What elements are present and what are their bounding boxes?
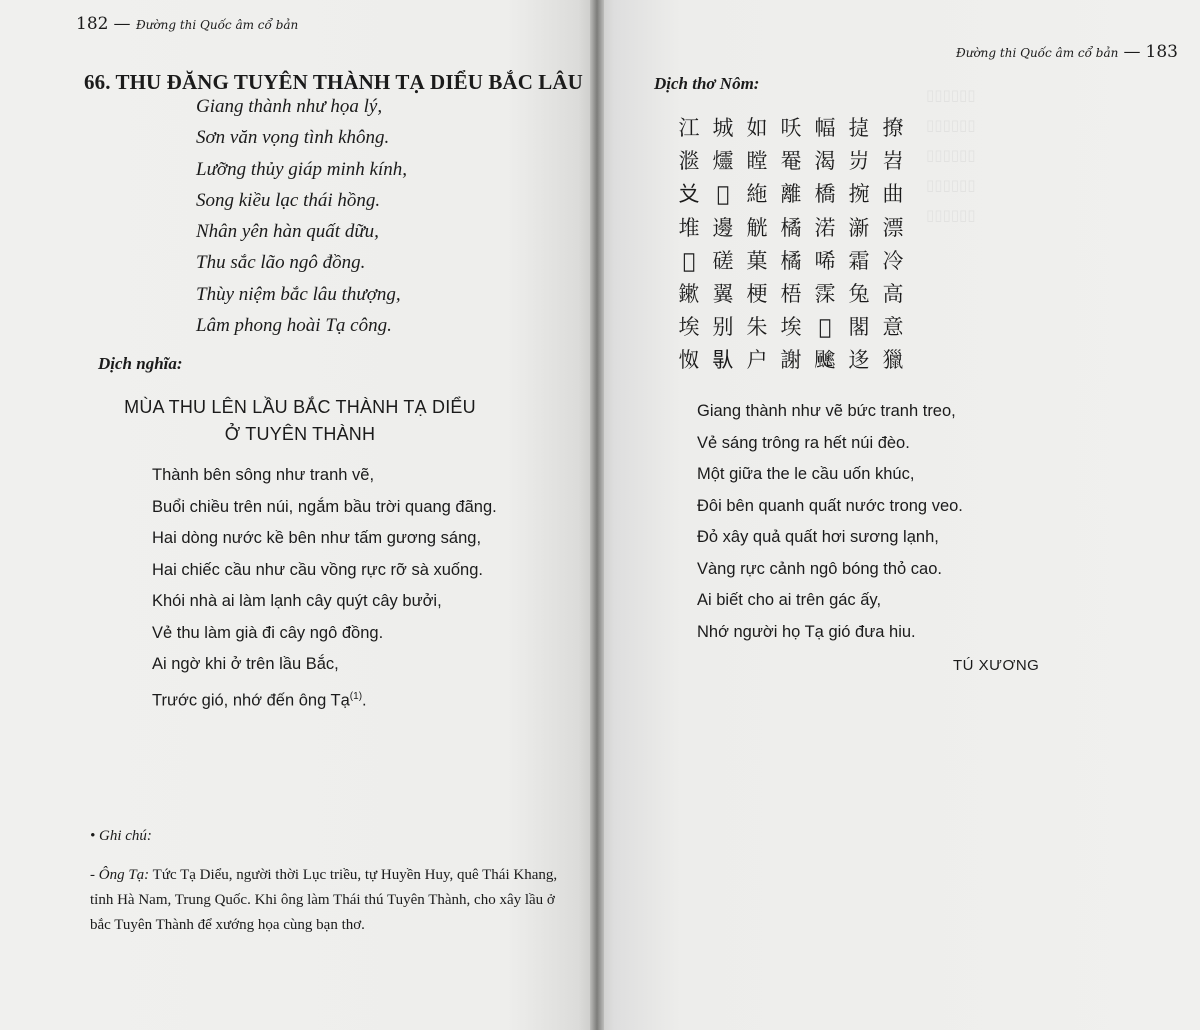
nom-char: 𧯣: [682, 248, 696, 273]
nom-char: 鏉: [678, 281, 700, 306]
nom-char: 𩙍: [814, 348, 836, 373]
original-poem-line: Lâm phong hoài Tạ công.: [196, 315, 392, 337]
show-through-texture: ▯▯▯▯▯▯ ▯▯▯▯▯▯ ▯▯▯▯▯▯ ▯▯▯▯▯▯ ▯▯▯▯▯▯: [926, 86, 976, 224]
nom-char: 霜: [848, 248, 870, 273]
nom-char: 捥: [848, 182, 870, 207]
nom-char: 岃: [848, 149, 870, 174]
translation-line: Buổi chiều trên núi, ngắm bầu trời quang đãng.: [152, 497, 497, 516]
nom-char: 埃: [678, 315, 700, 340]
poem-title: 66. THU ĐĂNG TUYÊN THÀNH TẠ DIỂU BẮC LÂU: [84, 70, 583, 94]
note-term: - Ông Tạ:: [90, 867, 150, 883]
nom-char: 高: [882, 281, 904, 306]
nom-char: 橘: [780, 215, 802, 240]
translation-line: Hai dòng nước kề bên như tấm gương sáng,: [152, 529, 482, 547]
nom-char: 翼: [712, 281, 734, 306]
nom-char: 𦰟: [716, 182, 730, 207]
translation-last-line: [152, 681, 497, 713]
nom-char: 兔: [848, 281, 870, 306]
nom-char: 磋: [712, 248, 734, 273]
nom-char: 離: [780, 182, 802, 207]
nom-char: 謝: [780, 348, 802, 373]
right-page-number: 183: [1145, 42, 1178, 62]
nom-char: 渃: [814, 215, 836, 240]
nom-char: 撩: [882, 116, 904, 140]
nom-char: 獵: [882, 348, 904, 373]
nom-char: 𠬠: [678, 182, 700, 207]
nom-char: 絁: [746, 182, 768, 207]
nom-char: 澵: [848, 215, 870, 240]
right-page-header: Đường thi Quốc âm cổ bản — 183: [956, 42, 1178, 62]
nom-poem-line: Vẻ sáng trông ra hết núi đèo.: [697, 433, 910, 452]
nom-char: 觥: [746, 215, 768, 240]
nom-char: 𠊛: [712, 348, 734, 373]
author-name: TÚ XƯƠNG: [953, 657, 1040, 674]
translation-line: Hai chiếc cầu như cầu vồng rực rỡ sà xuống.: [152, 560, 483, 579]
original-poem: [196, 91, 407, 341]
nom-poem-line: Đôi bên quanh quất nước trong veo.: [697, 496, 963, 515]
nom-char: 梗: [746, 281, 768, 306]
nom-char: 閣: [848, 315, 870, 340]
nom-char: 别: [712, 315, 734, 340]
nom-char: 梧: [780, 281, 802, 306]
note-label: • Ghi chú:: [90, 828, 152, 844]
nom-char: 渴: [814, 149, 836, 174]
left-running-head: Đường thi Quốc âm cổ bản: [135, 18, 299, 32]
nom-char: 瞠: [746, 149, 768, 174]
nom-poem-line: Vàng rực cảnh ngô bóng thỏ cao.: [697, 559, 942, 578]
original-poem-line: Thùy niệm bắc lâu thượng,: [196, 283, 401, 305]
right-page: [596, 0, 1200, 1030]
note-body: Tức Tạ Diểu, người thời Lục triều, tự Huyền Huy, quê Thái Khang, tỉnh Hà Nam, Trung Quốc. Khi ông làm Thái thú Tuyên Thành, cho xây lầu ở bắc Tuyên Thành để xướng họa cùng bạn thơ.: [90, 867, 558, 933]
nom-char: 漂: [882, 215, 904, 240]
nom-char: 唏: [814, 248, 836, 273]
nom-poem-line: Một giữa the le cầu uốn khúc,: [697, 465, 915, 483]
nom-char: 城: [712, 116, 734, 140]
nom-char: 岧: [882, 149, 904, 174]
nom-char: 㴴: [678, 149, 700, 174]
nom-char: 幅: [814, 116, 836, 140]
nom-poem-line: Đỏ xây quả quất hơi sương lạnh,: [697, 528, 939, 546]
nom-char: 爧: [712, 149, 734, 174]
original-poem-line: Nhân yên hàn quất dữu,: [196, 221, 379, 243]
nom-char: 意: [882, 315, 904, 340]
book-gutter: [590, 0, 604, 1030]
nom-char: 㨗: [848, 116, 870, 140]
original-poem-line: Song kiều lạc thái hồng.: [196, 189, 381, 211]
final-period: .: [362, 691, 367, 709]
left-page-header: 182 — Đường thi Quốc âm cổ bản: [76, 14, 299, 34]
nom-char: 江: [678, 116, 700, 140]
nom-char: 橋: [814, 182, 836, 207]
original-poem-line: Giang thành như họa lý,: [196, 96, 383, 117]
nom-poem-line: Nhớ người họ Tạ gió đưa hiu.: [697, 622, 916, 641]
nom-char: 堆: [678, 215, 700, 240]
note-text: [90, 863, 570, 938]
nom-char: 怓: [678, 348, 700, 373]
left-page: [0, 0, 596, 1030]
nom-char: 埃: [780, 315, 802, 340]
translation-poem: [152, 460, 497, 712]
original-poem-line: Lưỡng thủy giáp minh kính,: [196, 158, 408, 180]
original-poem-line: Sơn văn vọng tình không.: [196, 127, 390, 149]
nom-char: 迻: [848, 348, 870, 373]
translation-title-line2: Ở TUYÊN THÀNH: [224, 424, 376, 444]
nom-char: 户: [746, 348, 768, 373]
nom-label: Dịch thơ Nôm:: [654, 74, 760, 93]
translation-line: Vẻ thu làm già đi cây ngô đồng.: [152, 623, 384, 642]
nom-char: 曲: [882, 182, 904, 207]
nom-poem-line: Giang thành như vẽ bức tranh treo,: [697, 402, 956, 420]
nom-char: 朱: [746, 315, 768, 340]
translation-title-line1: MÙA THU LÊN LẦU BẮC THÀNH TẠ DIỂU: [124, 397, 476, 417]
right-running-head: Đường thi Quốc âm cổ bản: [956, 46, 1119, 60]
left-page-number: 182: [76, 14, 109, 34]
nom-char: 菓: [746, 248, 768, 273]
nom-char: 冷: [882, 248, 904, 273]
translation-line: Trước gió, nhớ đến ông Tạ: [152, 691, 350, 709]
nom-char: 霂: [814, 281, 836, 306]
nom-char: 橘: [780, 248, 802, 273]
original-poem-line: Thu sắc lão ngô đồng.: [196, 252, 366, 274]
translation-line: Ai ngờ khi ở trên lầu Bắc,: [152, 655, 339, 673]
footnote-marker: (1): [349, 690, 363, 702]
nom-char: 罨: [780, 149, 802, 174]
nom-char: 如: [746, 116, 768, 140]
translation-line: Thành bên sông như tranh vẽ,: [152, 466, 375, 484]
nom-char: 㕭: [780, 116, 802, 140]
translation-label: Dịch nghĩa:: [98, 354, 183, 373]
nom-poem: [697, 396, 963, 648]
nom-poem-line: Ai biết cho ai trên gác ấy,: [697, 591, 882, 609]
nom-char: 邊: [712, 215, 734, 240]
translation-line: Khói nhà ai làm lạnh cây quýt cây bưởi,: [152, 592, 442, 610]
nom-char: 𨖲: [818, 315, 832, 340]
nom-character-grid: [672, 112, 910, 378]
